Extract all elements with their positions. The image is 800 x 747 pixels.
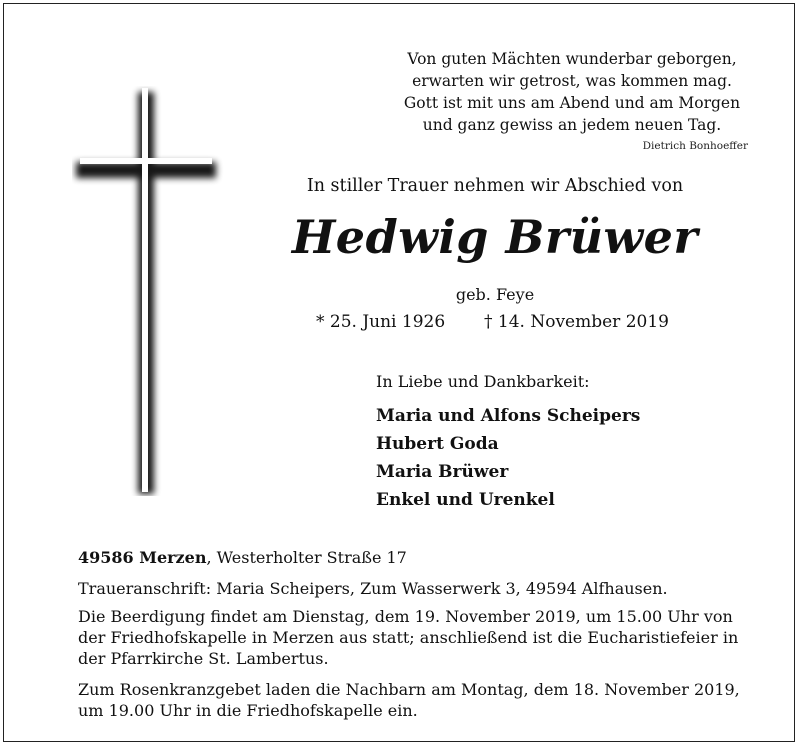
mourners-list bbox=[376, 402, 640, 514]
address-street: , Westerholter Straße 17 bbox=[206, 548, 407, 567]
mourner-name: Maria Brüwer bbox=[376, 462, 509, 482]
poem bbox=[372, 48, 772, 136]
mourner-name: Enkel und Urenkel bbox=[376, 490, 555, 510]
poem-line: Von guten Mächten wunderbar geborgen, bbox=[407, 50, 737, 68]
funeral-details: Die Beerdigung findet am Dienstag, dem 19. November 2019, um 15.00 Uhr von der Friedhofskapelle in Merzen aus statt; anschließend ist die Eucharistiefeier in der Pfarrkirche St. Lambertus. bbox=[78, 607, 739, 668]
birth-name: geb. Feye bbox=[455, 285, 535, 304]
birth-date: * 25. Juni 1926 bbox=[316, 312, 446, 332]
address-town: 49586 Merzen bbox=[78, 548, 207, 567]
poem-line: erwarten wir getrost, was kommen mag. bbox=[412, 72, 732, 90]
mourners-intro: In Liebe und Dankbarkeit: bbox=[376, 372, 590, 391]
poem-author: Dietrich Bonhoeffer bbox=[642, 140, 748, 152]
mourner-name: Hubert Goda bbox=[376, 434, 499, 454]
poem-line: Gott ist mit uns am Abend und am Morgen bbox=[403, 94, 741, 112]
announcement-intro: In stiller Trauer nehmen wir Abschied von bbox=[306, 176, 684, 196]
home-address bbox=[78, 548, 407, 567]
deceased-name: Hedwig Brüwer bbox=[291, 210, 699, 264]
mourner-name: Maria und Alfons Scheipers bbox=[376, 406, 641, 426]
death-date: † 14. November 2019 bbox=[484, 312, 669, 332]
cross-icon bbox=[72, 86, 232, 496]
rosary-details: Zum Rosenkranzgebet laden die Nachbarn am Montag, dem 18. November 2019, um 19.00 Uhr in die Friedhofskapelle ein. bbox=[78, 680, 740, 720]
mailing-address: Traueranschrift: Maria Scheipers, Zum Wasserwerk 3, 49594 Alfhausen. bbox=[78, 579, 668, 598]
poem-line: und ganz gewiss an jedem neuen Tag. bbox=[422, 116, 722, 134]
